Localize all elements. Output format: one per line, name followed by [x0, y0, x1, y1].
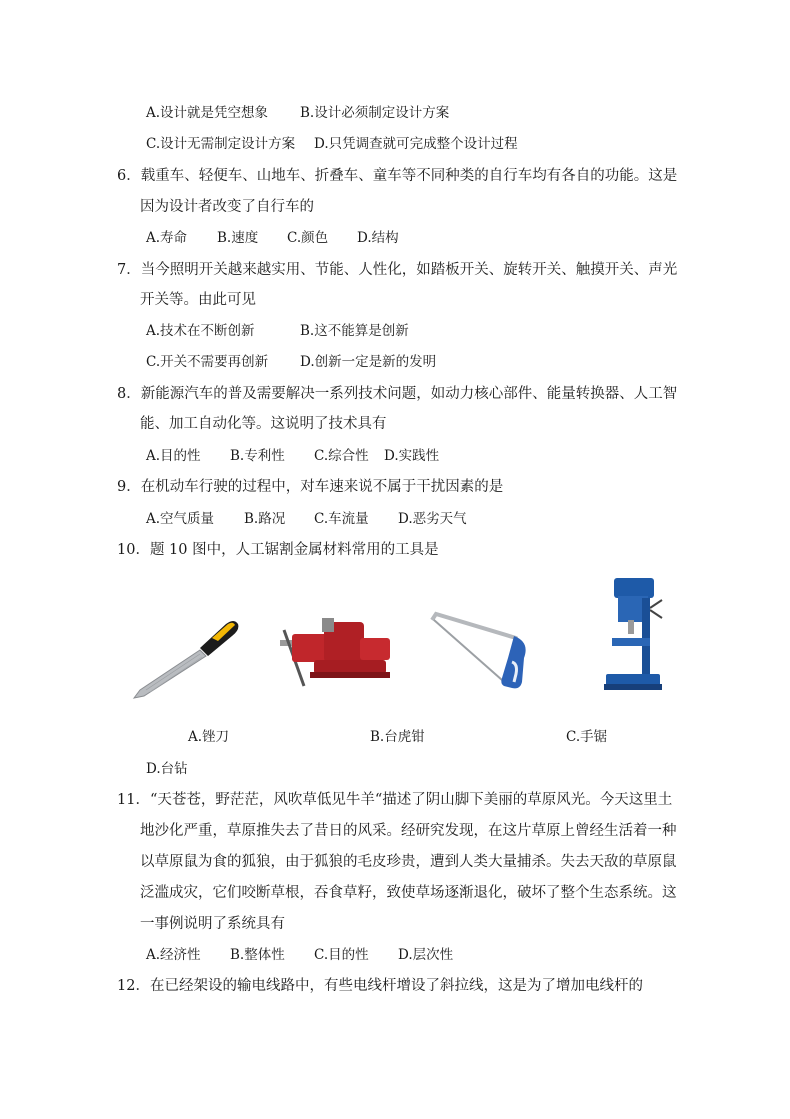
- q8-option-c: C.综合性: [314, 448, 369, 464]
- q6-option-a: A.寿命: [146, 230, 188, 246]
- q10-caption-c: C.手锯: [566, 729, 608, 745]
- q12-stem-line1: 12．在已经架设的输电线路中，有些电线杆增设了斜拉线，这是为了增加电线杆的: [117, 978, 643, 994]
- q8-stem-line2: 能、加工自动化等。这说明了技术具有: [140, 416, 387, 432]
- drill-press-icon: [598, 574, 668, 694]
- q7-option-c: C.开关不需要再创新: [146, 354, 269, 370]
- q9-option-b: B.路况: [244, 511, 286, 527]
- q11-option-b: B.整体性: [230, 947, 285, 963]
- q11-stem-line5: 一事例说明了系统具有: [140, 916, 285, 932]
- hacksaw-icon: [426, 606, 538, 692]
- q9-option-d: D.恶劣天气: [398, 511, 467, 527]
- q6-option-d: D.结构: [357, 230, 399, 246]
- q9-option-a: A.空气质量: [146, 511, 215, 527]
- q11-stem-line3: 以草原鼠为食的狐狼，由于狐狼的毛皮珍贵，遭到人类大量捕杀。失去天敌的草原鼠: [140, 854, 677, 870]
- q7-option-b: B.这不能算是创新: [300, 323, 409, 339]
- q5-option-a: A.设计就是凭空想象: [146, 105, 269, 121]
- q7-option-d: D.创新一定是新的发明: [300, 354, 437, 370]
- file-tool-icon: [130, 610, 242, 704]
- q11-stem-line4: 泛滥成灾，它们咬断草根，吞食草籽，致使草场逐渐退化，破坏了整个生态系统。这: [140, 885, 677, 901]
- q11-option-d: D.层次性: [398, 947, 454, 963]
- q10-stem-line1: 10．题 10 图中，人工锯割金属材料常用的工具是: [117, 542, 439, 558]
- q5-option-b: B.设计必须制定设计方案: [300, 105, 450, 121]
- q5-option-c: C.设计无需制定设计方案: [146, 136, 296, 152]
- q7-stem-line1: 7．当今照明开关越来越实用、节能、人性化，如踏板开关、旋转开关、触摸开关、声光: [117, 262, 678, 278]
- q11-stem-line1: 11．“天苍苍，野茫茫，风吹草低见牛羊“描述了阴山脚下美丽的草原风光。今天这里土: [117, 792, 673, 808]
- bench-vise-icon: [274, 612, 396, 690]
- q8-option-b: B.专利性: [230, 448, 285, 464]
- q7-option-a: A.技术在不断创新: [146, 323, 255, 339]
- q8-option-d: D.实践性: [384, 448, 440, 464]
- q9-option-c: C.车流量: [314, 511, 369, 527]
- q6-option-b: B.速度: [217, 230, 259, 246]
- q6-stem-line2: 因为设计者改变了自行车的: [140, 199, 314, 215]
- q6-stem-line1: 6．载重车、轻便车、山地车、折叠车、童车等不同种类的自行车均有各自的功能。这是: [117, 168, 678, 184]
- q7-stem-line2: 开关等。由此可见: [140, 292, 256, 308]
- q10-caption-b: B.台虎钳: [370, 729, 425, 745]
- q10-caption-a: A.锉刀: [188, 729, 230, 745]
- q11-option-c: C.目的性: [314, 947, 369, 963]
- q5-option-d: D.只凭调查就可完成整个设计过程: [314, 136, 518, 152]
- q8-option-a: A.目的性: [146, 448, 201, 464]
- q6-option-c: C.颜色: [287, 230, 329, 246]
- q11-stem-line2: 地沙化严重，草原推失去了昔日的风采。经研究发现，在这片草原上曾经生活着一种: [140, 823, 677, 839]
- q9-stem-line1: 9．在机动车行驶的过程中，对车速来说不属于干扰因素的是: [117, 479, 504, 495]
- q11-option-a: A.经济性: [146, 947, 201, 963]
- q10-caption-d: D.台钻: [146, 761, 188, 777]
- q8-stem-line1: 8．新能源汽车的普及需要解决一系列技术问题，如动力核心部件、能量转换器、人工智: [117, 386, 678, 402]
